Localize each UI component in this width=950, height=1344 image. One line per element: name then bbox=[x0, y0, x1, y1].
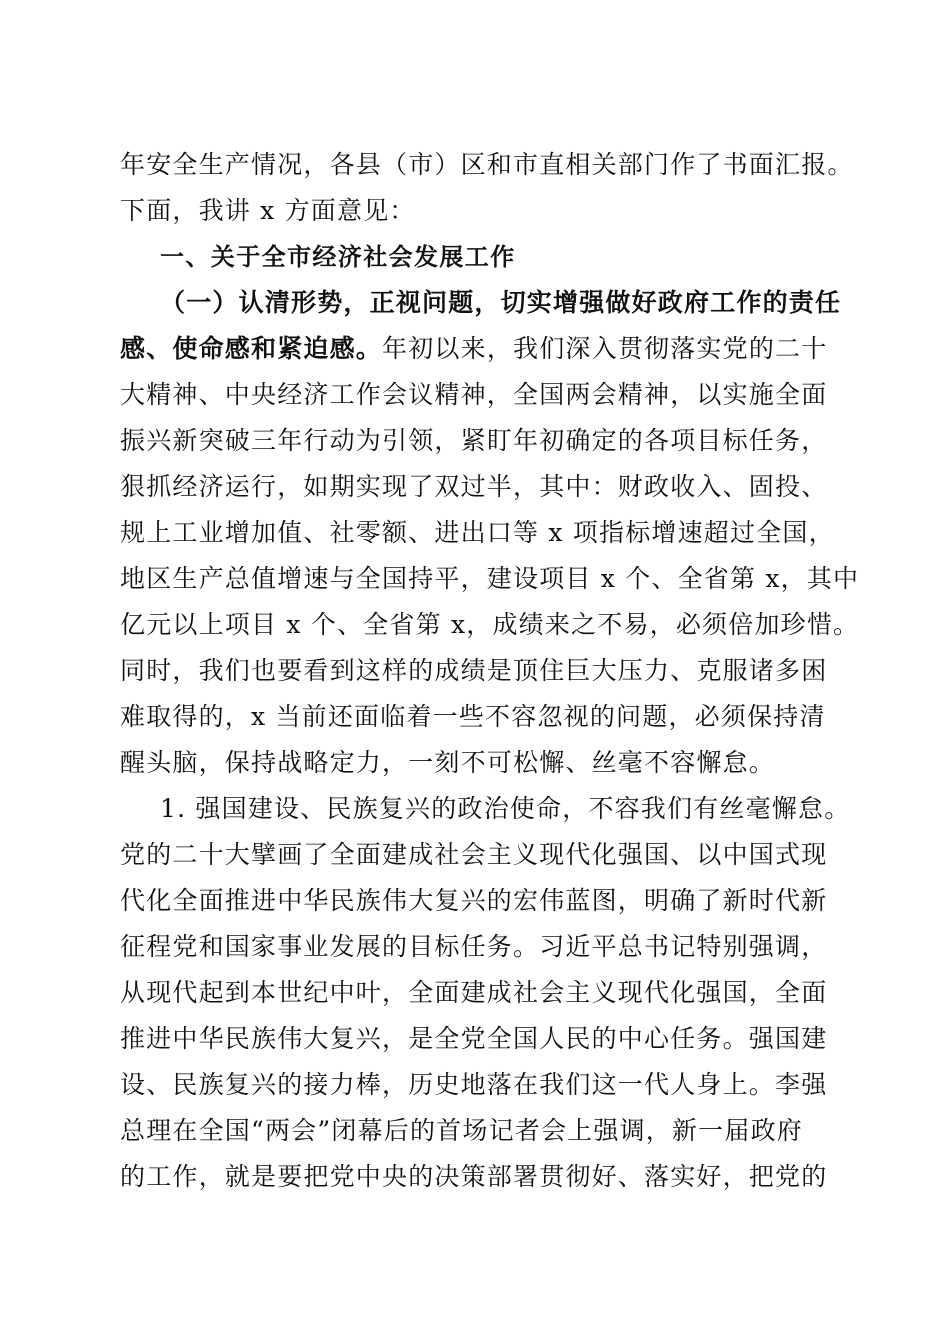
numbered-item: 1. 强国建设、民族复兴的政治使命，不容我们有丝毫懈怠。 bbox=[160, 794, 851, 823]
paragraph-line: 总理在全国“两会”闭幕后的首场记者会上强调，新一届政府 bbox=[120, 1116, 803, 1145]
paragraph-line: 亿元以上项目 x 个、全省第 x，成绩来之不易，必须倍加珍惜。 bbox=[120, 610, 860, 639]
paragraph-line: 地区生产总值增速与全国持平，建设项目 x 个、全省第 x，其中 bbox=[120, 564, 860, 593]
paragraph-line: 醒头脑，保持战略定力，一刻不可松懈、丝毫不容懈怠。 bbox=[120, 748, 776, 777]
paragraph-line: 推进中华民族伟大复兴，是全党全国人民的中心任务。强国建 bbox=[120, 1024, 828, 1053]
paragraph-line: 下面，我讲 x 方面意见： bbox=[120, 196, 416, 225]
paragraph-line: 规上工业增加值、社零额、进出口等 x 项指标增速超过全国， bbox=[120, 518, 835, 547]
paragraph-line: 同时，我们也要看到这样的成绩是顶住巨大压力、克服诸多困 bbox=[120, 656, 828, 685]
paragraph-line: 的工作，就是要把党中央的决策部署贯彻好、落实好，把党的 bbox=[120, 1162, 828, 1191]
paragraph-line: 党的二十大擘画了全面建成社会主义现代化强国、以中国式现 bbox=[120, 840, 828, 869]
section-heading: 一、关于全市经济社会发展工作 bbox=[160, 243, 516, 271]
subsection-heading-end: 感、使命感和紧迫感。 bbox=[120, 334, 383, 363]
paragraph-line: 设、民族复兴的接力棒，历史地落在我们这一代人身上。李强 bbox=[120, 1070, 828, 1099]
subsection-heading: （一）认清形势，正视问题，切实增强做好政府工作的责任 bbox=[160, 288, 842, 317]
paragraph-line: 年安全生产情况，各县（市）区和市直相关部门作了书面汇报。 bbox=[120, 150, 854, 179]
paragraph-line: 狠抓经济运行，如期实现了双过半，其中：财政收入、固投、 bbox=[120, 472, 828, 501]
subsection-heading-line bbox=[120, 334, 840, 364]
paragraph-line: 大精神、中央经济工作会议精神，全国两会精神，以实施全面 bbox=[120, 380, 828, 409]
paragraph-line: 振兴新突破三年行动为引领，紧盯年初确定的各项目标任务， bbox=[120, 426, 828, 455]
paragraph-line: 代化全面推进中华民族伟大复兴的宏伟蓝图，明确了新时代新 bbox=[120, 886, 828, 915]
paragraph-line: 难取得的，x 当前还面临着一些不容忽视的问题，必须保持清 bbox=[120, 702, 826, 731]
paragraph-line: 征程党和国家事业发展的目标任务。习近平总书记特别强调， bbox=[120, 932, 828, 961]
paragraph-text: 年初以来，我们深入贯彻落实党的二十 bbox=[382, 334, 828, 363]
paragraph-line: 从现代起到本世纪中叶，全面建成社会主义现代化强国，全面 bbox=[120, 978, 828, 1007]
